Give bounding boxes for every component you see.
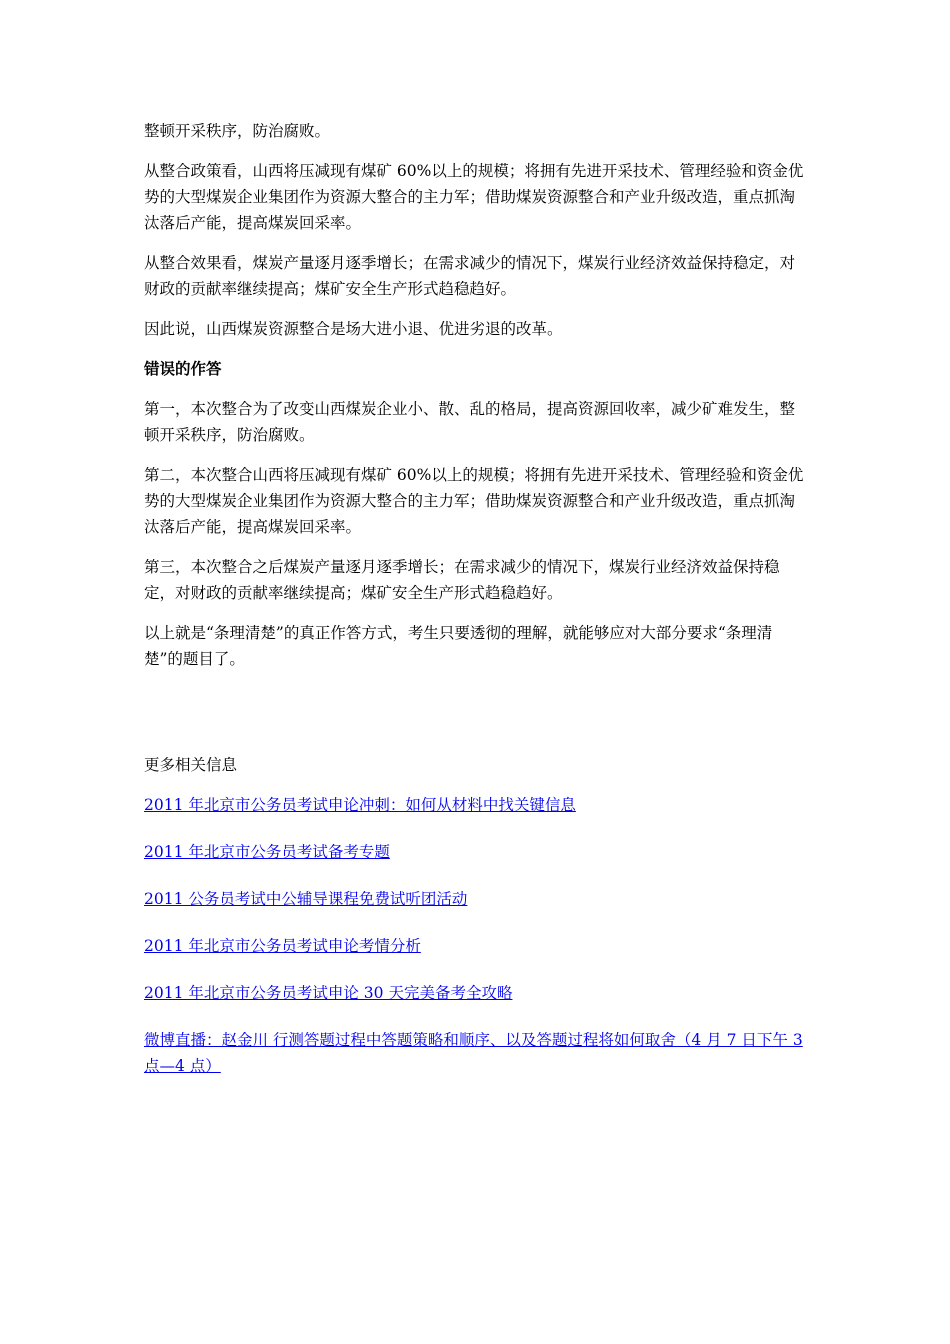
related-link-1[interactable]: 2011 年北京市公务员考试备考专题 [144, 843, 390, 861]
related-link-item [144, 839, 810, 865]
related-link-2[interactable]: 2011 公务员考试中公辅导课程免费试听团活动 [144, 890, 468, 908]
paragraph-wrong-1: 第二，本次整合山西将压减现有煤矿 60%以上的规模；将拥有先进开采技术、管理经验和资金优势的大型煤炭企业集团作为资源大整合的主力军；借助煤炭资源整合和产业升级改造，重点抓淘汰落后产能，提高煤炭回采率。 [144, 466, 804, 536]
related-links-list [144, 792, 810, 1079]
related-link-item [144, 933, 810, 959]
related-link-item [144, 1027, 810, 1079]
related-link-4[interactable]: 2011 年北京市公务员考试申论 30 天完美备考全攻略 [144, 984, 513, 1002]
paragraph-top-1: 从整合政策看，山西将压减现有煤矿 60%以上的规模；将拥有先进开采技术、管理经验和资金优势的大型煤炭企业集团作为资源大整合的主力军；借助煤炭资源整合和产业升级改造，重点抓淘汰落后产能，提高煤炭回采率。 [144, 162, 804, 232]
paragraph-wrong-2: 第三，本次整合之后煤炭产量逐月逐季增长；在需求减少的情况下，煤炭行业经济效益保持稳定，对财政的贡献率继续提高；煤矿安全生产形式趋稳趋好。 [144, 558, 780, 602]
document-content [144, 118, 810, 1100]
related-link-5[interactable]: 微博直播：赵金川 行测答题过程中答题策略和顺序、以及答题过程将如何取舍（4 月 7 日下午 3 点—4 点） [144, 1031, 803, 1075]
section-heading: 错误的作答 [144, 360, 222, 378]
paragraph-top-0: 整顿开采秩序，防治腐败。 [144, 122, 331, 140]
related-link-item [144, 792, 810, 818]
paragraph-wrong-3: 以上就是“条理清楚”的真正作答方式，考生只要透彻的理解，就能够应对大部分要求“条理清楚”的题目了。 [144, 624, 773, 668]
paragraph-top-2: 从整合效果看，煤炭产量逐月逐季增长；在需求减少的情况下，煤炭行业经济效益保持稳定，对财政的贡献率继续提高；煤矿安全生产形式趋稳趋好。 [144, 254, 796, 298]
more-info-label: 更多相关信息 [144, 756, 238, 774]
spacer [144, 686, 810, 752]
related-link-0[interactable]: 2011 年北京市公务员考试申论冲刺：如何从材料中找关键信息 [144, 796, 576, 814]
related-link-3[interactable]: 2011 年北京市公务员考试申论考情分析 [144, 937, 421, 955]
related-link-item [144, 886, 810, 912]
related-link-item [144, 980, 810, 1006]
paragraph-wrong-0: 第一，本次整合为了改变山西煤炭企业小、散、乱的格局，提高资源回收率，减少矿难发生，整顿开采秩序，防治腐败。 [144, 400, 796, 444]
paragraph-top-3: 因此说，山西煤炭资源整合是场大进小退、优进劣退的改革。 [144, 320, 563, 338]
